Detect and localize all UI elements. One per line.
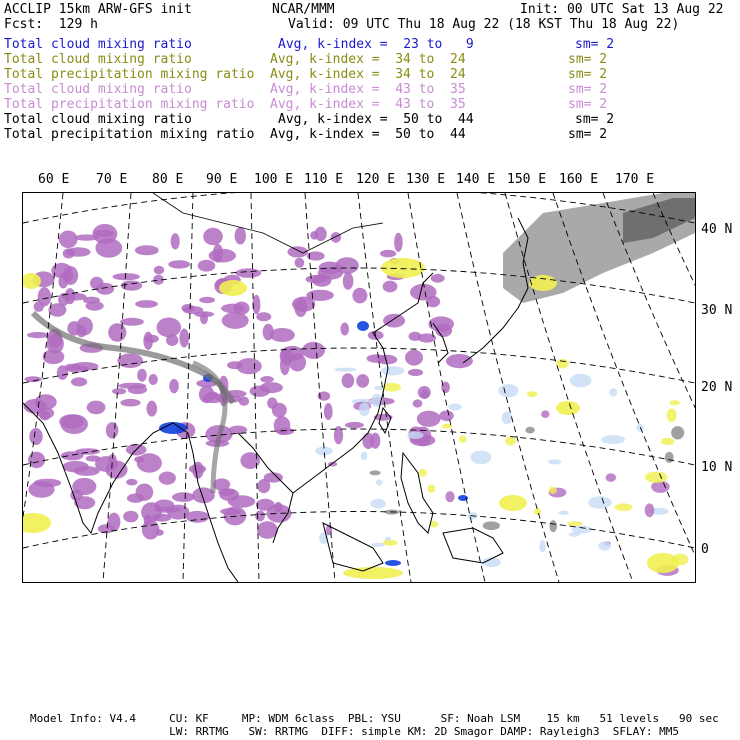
ocean-cloud-patch xyxy=(381,366,405,375)
legend-avg-2: Avg, k-index = 34 to 24 xyxy=(270,52,466,67)
high-cloud-patch xyxy=(95,456,118,472)
high-cloud-patch xyxy=(370,433,380,449)
high-cloud-patch xyxy=(168,260,190,268)
high-cloud-patch xyxy=(61,451,84,460)
ocean-cloud-patch xyxy=(606,473,616,482)
high-cloud-patch xyxy=(157,318,182,338)
high-cloud-patch xyxy=(380,250,396,258)
ocean-cloud-patch xyxy=(541,410,549,418)
ocean-cloud-patch xyxy=(427,485,435,493)
high-cloud-patch xyxy=(235,227,246,245)
ocean-cloud-patch xyxy=(383,540,398,546)
high-cloud-patch xyxy=(66,247,90,256)
high-cloud-patch xyxy=(342,373,355,388)
legend-field-2: Total cloud mixing ratio xyxy=(4,52,192,67)
longitude-label: 90 E xyxy=(206,172,238,187)
high-cloud-patch xyxy=(417,411,441,427)
high-cloud-patch xyxy=(71,377,87,386)
high-cloud-patch xyxy=(221,304,245,314)
model-info-line1: Model Info: V4.4 CU: KF MP: WDM 6class PBL: YSU SF: Noah LSM 15 km 51 levels 90 sec xyxy=(30,712,719,725)
high-cloud-patch xyxy=(136,484,154,501)
high-cloud-patch xyxy=(228,495,256,507)
high-cloud-patch xyxy=(119,383,147,389)
longitude-label: 70 E xyxy=(96,172,128,187)
high-cloud-patch xyxy=(59,231,78,249)
high-cloud-patch xyxy=(218,489,235,496)
high-cloud-patch xyxy=(141,502,162,522)
latitude-label: 30 N xyxy=(701,303,733,318)
longitude-label: 130 E xyxy=(406,172,446,187)
organization-label: NCAR/MMM xyxy=(272,2,335,17)
ocean-cloud-patch xyxy=(671,426,684,439)
legend-avg-4: Avg, k-index = 43 to 35 xyxy=(270,82,466,97)
high-cloud-patch xyxy=(315,227,327,242)
longitude-label: 100 E xyxy=(254,172,294,187)
high-cloud-patch xyxy=(189,464,206,473)
legend-field-4: Total cloud mixing ratio xyxy=(4,82,192,97)
ocean-cloud-patch xyxy=(645,472,668,483)
legend-field-1: Total cloud mixing ratio xyxy=(4,37,192,52)
high-cloud-patch xyxy=(222,312,249,329)
high-cloud-patch xyxy=(289,353,306,371)
high-cloud-patch xyxy=(274,416,291,435)
latitude-label: 40 N xyxy=(701,222,733,237)
high-cloud-patch xyxy=(149,374,158,385)
ocean-cloud-patch xyxy=(471,451,492,465)
valid-time: Valid: 09 UTC Thu 18 Aug 22 (18 KST Thu 18 Aug 22) xyxy=(288,17,680,32)
high-cloud-patch xyxy=(172,492,195,502)
high-cloud-patch xyxy=(112,388,126,394)
ocean-cloud-patch xyxy=(609,388,617,396)
high-cloud-patch xyxy=(121,281,142,291)
high-cloud-patch xyxy=(62,461,88,473)
map-canvas xyxy=(23,193,695,582)
high-cloud-patch xyxy=(255,510,265,521)
ocean-cloud-patch xyxy=(376,480,383,486)
ocean-cloud-patch xyxy=(601,435,625,444)
high-cloud-patch xyxy=(352,288,367,304)
model-title: ACCLIP 15km ARW-GFS init xyxy=(4,2,192,17)
coastline-philippines xyxy=(401,453,433,533)
ocean-cloud-patch xyxy=(661,438,675,445)
high-cloud-patch xyxy=(117,353,143,368)
legend-field-6: Total cloud mixing ratio xyxy=(4,112,192,127)
high-cloud-patch xyxy=(137,369,147,382)
high-cloud-patch xyxy=(431,274,445,283)
high-cloud-patch xyxy=(142,520,160,540)
high-cloud-patch xyxy=(106,422,119,438)
high-cloud-patch xyxy=(113,273,140,280)
high-cloud-patch xyxy=(159,472,176,485)
ocean-cloud-patch xyxy=(505,437,516,446)
high-cloud-patch xyxy=(257,521,278,539)
init-time: Init: 00 UTC Sat 13 Aug 22 xyxy=(520,2,724,17)
legend-field-5: Total precipitation mixing ratio xyxy=(4,97,255,112)
ocean-cloud-patch xyxy=(665,452,674,463)
high-cloud-patch xyxy=(260,382,283,393)
high-cloud-patch xyxy=(199,386,214,404)
high-cloud-patch xyxy=(57,365,68,379)
longitude-label: 60 E xyxy=(38,172,70,187)
longitude-label: 120 E xyxy=(356,172,396,187)
ocean-cloud-patch xyxy=(527,391,538,397)
longitude-label: 140 E xyxy=(456,172,496,187)
longitude-label: 110 E xyxy=(304,172,344,187)
high-cloud-patch xyxy=(220,508,241,515)
high-cloud-patch xyxy=(126,479,137,486)
high-cloud-patch xyxy=(383,314,405,328)
border-mongolia xyxy=(153,193,383,253)
ocean-cloud-patch xyxy=(359,402,370,416)
longitude-label: 170 E xyxy=(615,172,655,187)
mid-cloud-patch xyxy=(343,567,403,579)
ocean-cloud-patch xyxy=(539,540,545,552)
high-cloud-patch xyxy=(340,323,349,336)
high-cloud-patch xyxy=(413,399,423,407)
longitude-label: 160 E xyxy=(559,172,599,187)
legend-field-3: Total precipitation mixing ratio xyxy=(4,67,255,82)
legend-avg-7: Avg, k-index = 50 to 44 xyxy=(270,127,466,142)
ocean-cloud-patch xyxy=(370,470,381,475)
high-cloud-patch xyxy=(134,456,144,462)
ocean-cloud-patch xyxy=(448,404,462,411)
high-cloud-patch xyxy=(227,361,243,369)
high-cloud-patch xyxy=(383,281,398,293)
high-cloud-patch xyxy=(280,355,290,375)
latitude-label: 20 N xyxy=(701,380,733,395)
high-cloud-patch xyxy=(185,511,209,523)
legend-sm-5: sm= 2 xyxy=(568,97,608,112)
meridian-line xyxy=(183,193,193,582)
high-cloud-patch xyxy=(29,428,42,445)
ocean-cloud-patch xyxy=(498,384,518,397)
mid-cloud-patch xyxy=(556,401,580,415)
ocean-cloud-patch xyxy=(502,411,513,424)
legend-sm-6: sm= 2 xyxy=(575,112,615,127)
high-cloud-patch xyxy=(199,297,215,303)
ocean-cloud-patch xyxy=(334,368,356,372)
legend-sm-4: sm= 2 xyxy=(568,82,608,97)
legend-sm-2: sm= 2 xyxy=(568,52,608,67)
high-cloud-patch xyxy=(213,244,223,263)
high-cloud-patch xyxy=(108,323,126,342)
high-cloud-patch xyxy=(154,266,164,275)
legend-avg-5: Avg, k-index = 43 to 35 xyxy=(270,97,466,112)
longitude-label: 150 E xyxy=(507,172,547,187)
mid-cloud-patch xyxy=(23,513,51,533)
high-cloud-patch xyxy=(27,332,49,338)
high-cloud-patch xyxy=(345,422,364,428)
ocean-cloud-patch xyxy=(614,503,632,511)
ocean-cloud-patch xyxy=(383,383,401,392)
legend-avg-1: Avg, k-index = 23 to 9 xyxy=(278,37,474,52)
legend-avg-3: Avg, k-index = 34 to 24 xyxy=(270,67,466,82)
high-cloud-patch xyxy=(145,335,159,343)
high-cloud-patch xyxy=(135,245,159,255)
high-cloud-patch xyxy=(86,301,104,311)
ocean-cloud-patch xyxy=(567,521,582,526)
strong-cloud-patch xyxy=(357,321,369,331)
ocean-cloud-patch xyxy=(525,427,534,434)
high-cloud-patch xyxy=(171,233,180,249)
high-cloud-patch xyxy=(179,329,189,348)
mid-cloud-patch xyxy=(647,553,679,573)
high-cloud-patch xyxy=(272,403,287,418)
ocean-cloud-patch xyxy=(569,532,580,537)
high-cloud-patch xyxy=(120,318,144,326)
ocean-cloud-patch xyxy=(534,508,541,515)
ocean-cloud-patch xyxy=(548,459,562,464)
legend-sm-7: sm= 2 xyxy=(568,127,608,142)
mid-cloud-patch xyxy=(381,258,425,278)
latitude-label: 10 N xyxy=(701,460,733,475)
mid-cloud-patch xyxy=(219,280,247,296)
high-cloud-patch xyxy=(410,284,437,301)
ocean-cloud-patch xyxy=(483,521,500,530)
forecast-hour: Fcst: 129 h xyxy=(4,17,98,32)
longitude-label: 80 E xyxy=(152,172,184,187)
high-cloud-patch xyxy=(240,452,260,469)
ocean-cloud-patch xyxy=(556,359,569,369)
mid-cloud-patch xyxy=(499,495,527,511)
model-info-line2: LW: RRTMG SW: RRTMG DIFF: simple KM: 2D Smagor DAMP: Rayleigh3 SFLAY: MM5 xyxy=(30,725,680,738)
ocean-cloud-patch xyxy=(419,469,427,477)
high-cloud-patch xyxy=(446,354,473,368)
map-panel xyxy=(22,192,696,583)
legend-field-7: Total precipitation mixing ratio xyxy=(4,127,255,142)
high-cloud-patch xyxy=(256,312,271,321)
high-cloud-patch xyxy=(295,258,305,268)
meridian-line xyxy=(305,193,335,582)
ocean-cloud-patch xyxy=(421,389,429,399)
high-cloud-patch xyxy=(59,414,84,428)
ocean-cloud-patch xyxy=(370,499,385,509)
high-cloud-patch xyxy=(75,234,99,240)
ocean-cloud-patch xyxy=(636,424,643,432)
coastline-new-guinea xyxy=(443,528,503,563)
ocean-cloud-patch xyxy=(549,520,557,532)
parallel-line xyxy=(23,429,695,465)
high-cloud-patch xyxy=(405,350,423,366)
high-cloud-patch xyxy=(28,481,54,498)
ocean-cloud-patch xyxy=(667,408,677,422)
high-cloud-patch xyxy=(147,401,158,417)
high-cloud-patch xyxy=(123,511,138,523)
ocean-cloud-patch xyxy=(459,436,467,443)
legend-sm-1: sm= 2 xyxy=(575,37,615,52)
legend-sm-3: sm= 2 xyxy=(568,67,608,82)
high-cloud-patch xyxy=(135,300,158,308)
latitude-label: 0 xyxy=(701,542,709,557)
ocean-cloud-patch xyxy=(558,511,569,515)
high-cloud-patch xyxy=(408,369,423,376)
ocean-cloud-patch xyxy=(570,374,592,388)
high-cloud-patch xyxy=(324,403,333,420)
high-cloud-patch xyxy=(331,232,342,243)
high-cloud-patch xyxy=(93,224,118,244)
high-cloud-patch xyxy=(335,257,358,274)
high-cloud-patch xyxy=(356,374,369,388)
strong-cloud-patch xyxy=(385,560,401,566)
ocean-cloud-patch xyxy=(669,400,680,405)
high-cloud-patch xyxy=(87,401,106,415)
high-cloud-patch xyxy=(292,297,315,312)
ocean-cloud-patch xyxy=(372,543,385,547)
ocean-cloud-patch xyxy=(445,491,454,502)
high-cloud-patch xyxy=(257,479,270,493)
high-cloud-patch xyxy=(137,453,162,473)
ocean-cloud-patch xyxy=(645,503,655,517)
high-cloud-patch xyxy=(96,283,114,295)
high-cloud-patch xyxy=(270,328,295,342)
ocean-cloud-patch xyxy=(588,496,611,509)
high-cloud-patch xyxy=(302,342,325,359)
ocean-cloud-patch xyxy=(598,541,611,550)
high-cloud-patch xyxy=(235,268,261,277)
legend-avg-6: Avg, k-index = 50 to 44 xyxy=(278,112,474,127)
ocean-cloud-patch xyxy=(407,432,423,439)
high-cloud-patch xyxy=(198,260,216,272)
high-cloud-patch xyxy=(203,228,223,245)
high-cloud-patch xyxy=(67,321,81,336)
ocean-cloud-patch xyxy=(549,487,557,494)
high-cloud-patch xyxy=(428,316,454,331)
high-cloud-patch xyxy=(169,379,179,393)
high-cloud-patch xyxy=(394,233,403,252)
high-cloud-patch xyxy=(183,306,203,314)
high-cloud-patch xyxy=(260,376,274,383)
ocean-cloud-patch xyxy=(361,452,368,460)
high-cloud-patch xyxy=(120,399,140,407)
meridian-line xyxy=(653,193,695,582)
high-cloud-patch xyxy=(38,287,51,306)
high-cloud-patch xyxy=(108,513,121,532)
high-cloud-patch xyxy=(343,272,354,289)
high-cloud-patch xyxy=(24,399,47,414)
high-cloud-patch xyxy=(439,411,454,422)
